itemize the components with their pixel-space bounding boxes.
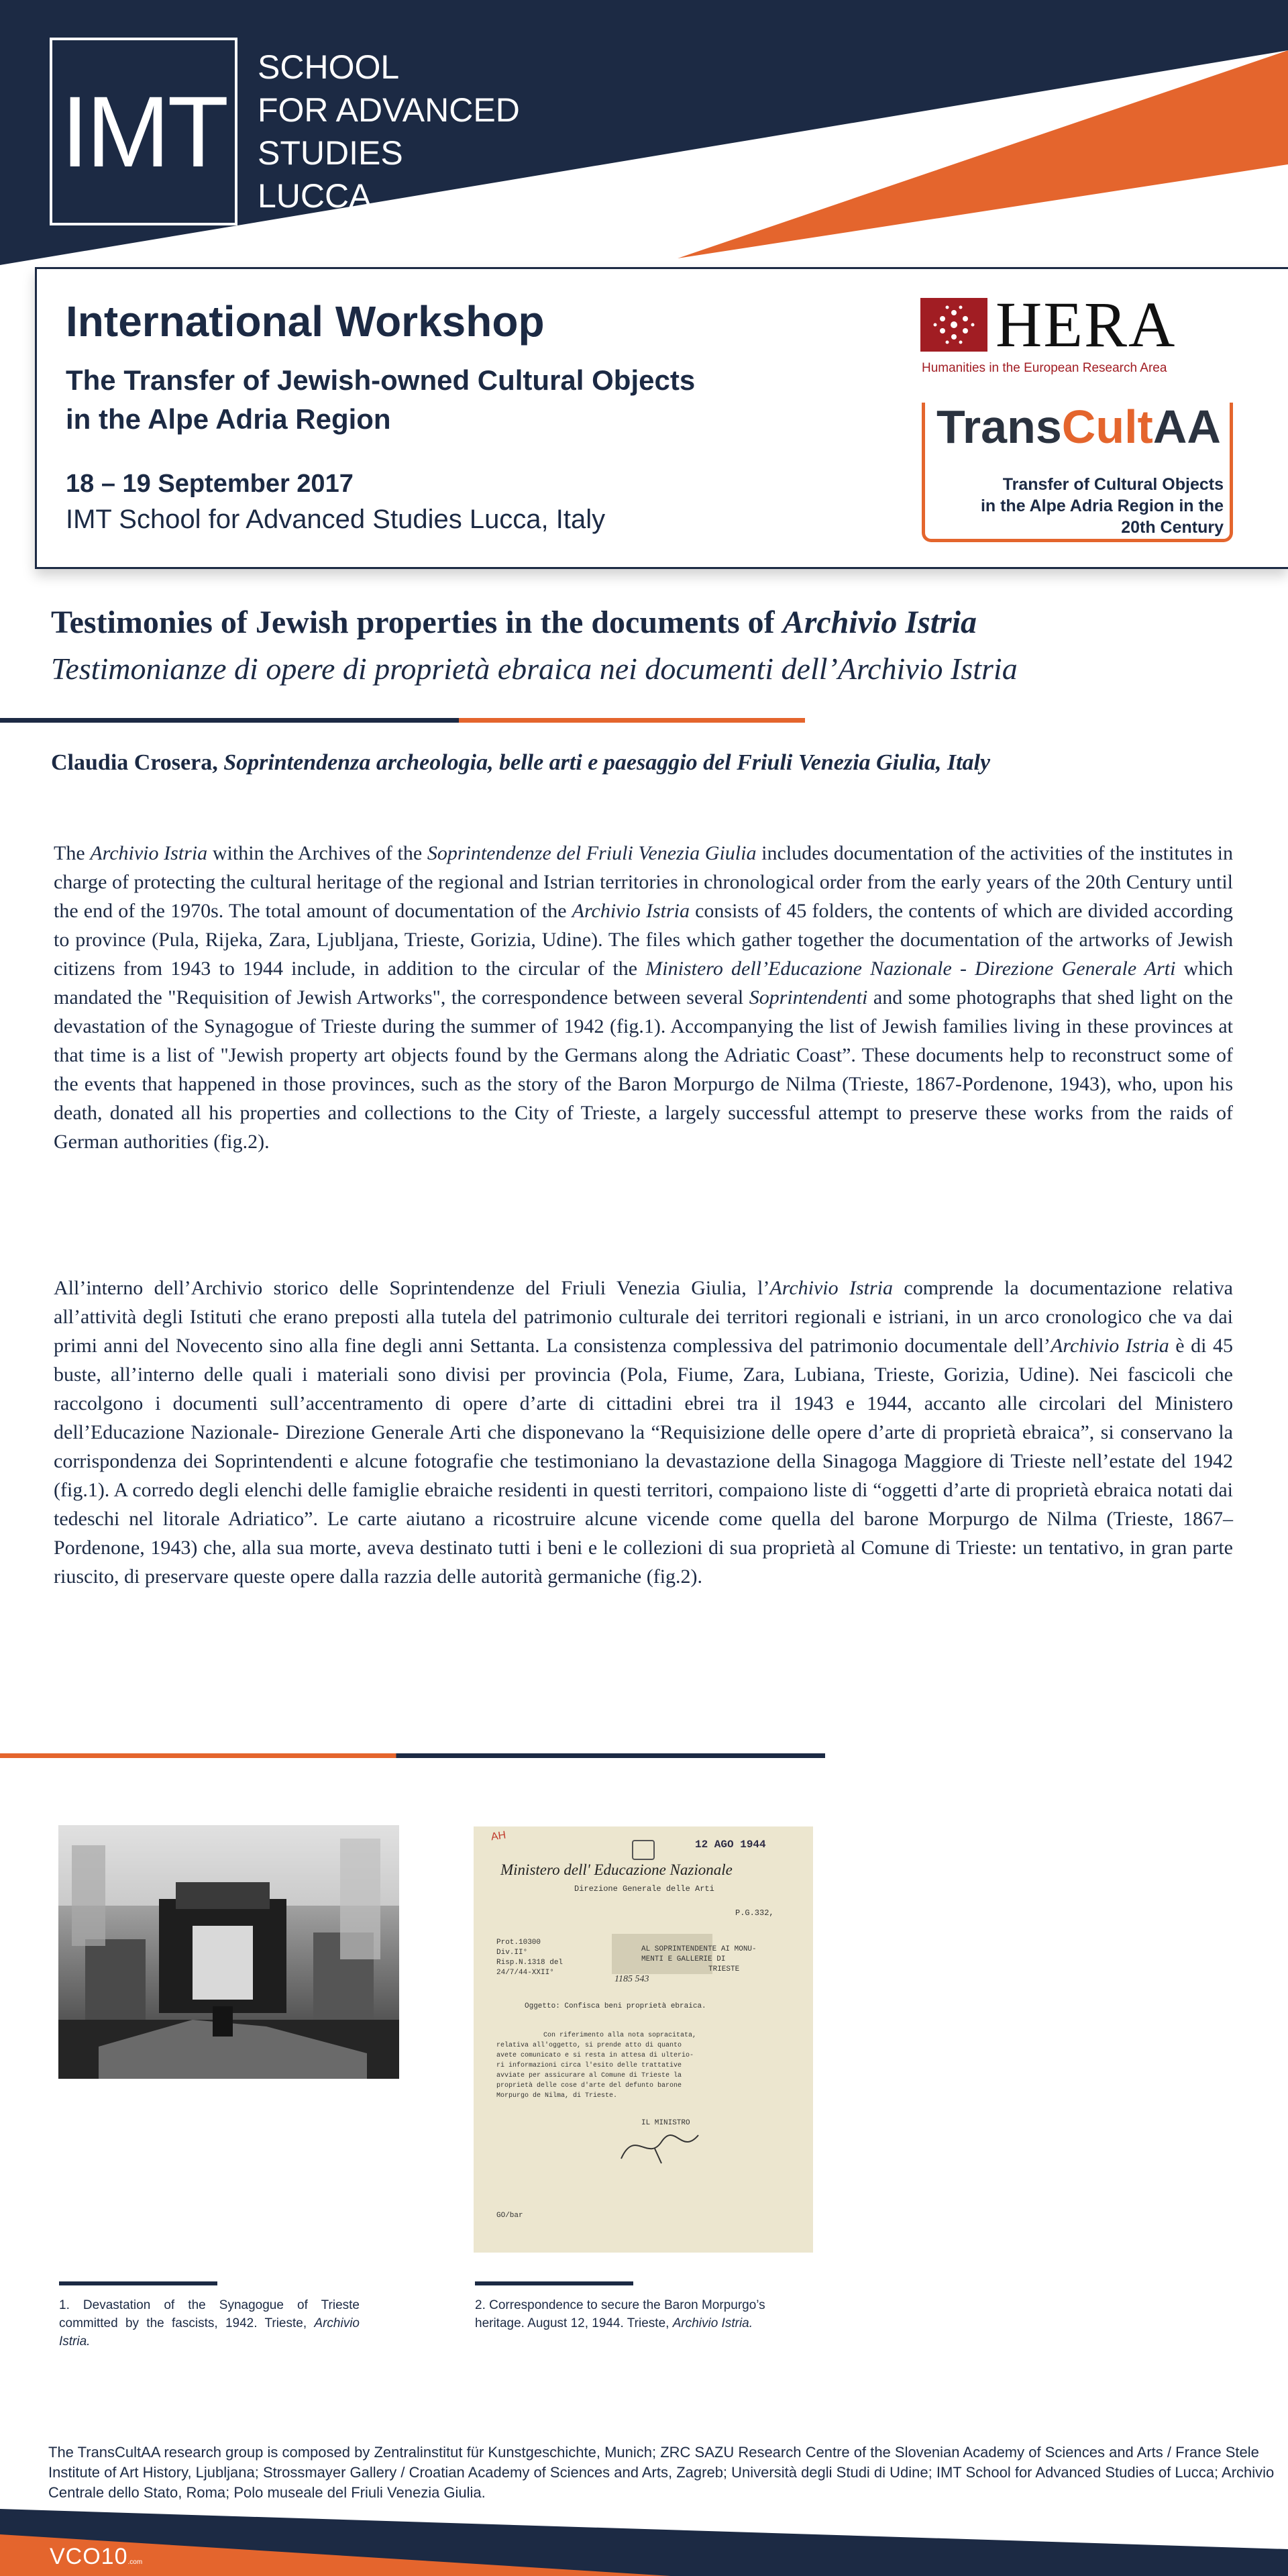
- doc-ref-right: P.G.332,: [735, 1908, 774, 1918]
- figure-1-caption-run: Archivio Istria.: [59, 2316, 360, 2349]
- imt-logo: [50, 38, 237, 225]
- doc-ministry: Ministero dell' Educazione Nazionale: [500, 1861, 733, 1878]
- author-affiliation: Soprintendenza archeologia, belle arti e paesaggio del Friuli Venezia Giulia, Italy: [223, 750, 991, 775]
- footer-band: [0, 2509, 1288, 2576]
- vco10-logo-word: VCO10: [50, 2544, 128, 2569]
- doc-body-line: avviate per assicurare al Comune di Trieste la: [496, 2072, 682, 2079]
- paragraph-italian: [54, 1274, 1233, 1591]
- doc-subject: Oggetto: Confisca beni proprietà ebraica.: [525, 2002, 706, 2010]
- hera-tagline: Humanities in the European Research Area: [922, 361, 1167, 375]
- doc-body-line: Con riferimento alla nota sopracitata,: [543, 2032, 697, 2039]
- doc-protocol-line: Div.II°: [496, 1949, 528, 1957]
- school-name: [258, 46, 633, 217]
- imt-logo-mark: IMT: [60, 75, 227, 188]
- doc-body-line: relativa all'oggetto, si prende atto di quanto: [496, 2042, 682, 2049]
- doc-signature-label: IL MINISTRO: [641, 2119, 690, 2127]
- paragraph-italian-run: è di 45 buste, all’interno delle quali i materiali sono divisi per provincia (Pola, Fiume, Zara, Lubiana, Trieste, Gorizia, Udine). Nei fascicoli che raccolgono i documenti sull’accentramento di opere d’arte di cittadini ebrei tra il 1943 e 1944, accanto alle circolari del Ministero dell’Educazione Nazionale- Direzione Generale Arti che disponevano la “Requisizione delle opere d’arte di proprietà ebraica”, si conservano la corrispondenza dei Soprintendenti e alcune fotografie che testimoniano la devastazione della Sinagoga Maggiore di Trieste nell’estate del 1942 (fig.1). A corredo degli elenchi delle famiglie ebraiche residenti in questi territori, compaiono liste di “oggetti d’arte di proprietà ebraica notati dai tedeschi nel litorale Adriatico”. Le carte aiutano a ricostruire alcune vicende come quella del barone Morpurgo de Nilma (Trieste, 1867–Pordenone, 1943) che, alla sua morte, aveva destinato tutti i beni e le collezioni di sua proprietà al Comune di Trieste: un tentativo, in gran parte riuscito, di preservare queste opere dalla razzia delle autorità germaniche (fig.2).: [54, 1335, 1233, 1588]
- doc-addressee-line: TRIESTE: [708, 1965, 740, 1973]
- figures-divider: [0, 1753, 825, 1758]
- doc-addressee-line: MENTI E GALLERIE DI: [641, 1955, 726, 1963]
- vco10-logo: [50, 2544, 142, 2570]
- paragraph-english-run: which mandated the "Requisition of Jewish Artworks", the correspondence between several: [54, 958, 1233, 1009]
- figure-2-caption-run: 2. Correspondence to secure the Baron Morpurgo’s heritage. August 12, 1944. Trieste,: [475, 2298, 765, 2330]
- doc-addressee-line: AL SOPRINTENDENTE AI MONU-: [641, 1945, 757, 1953]
- paragraph-italian-run: Archivio Istria: [1051, 1335, 1169, 1357]
- doc-protocol-line: Risp.N.1318 del: [496, 1959, 564, 1967]
- workshop-subtitle: [66, 361, 737, 439]
- paragraph-english-run: Soprintendenze del Friuli Venezia Giulia: [427, 842, 757, 864]
- transcultaa-tagline-line: 20th Century: [1121, 518, 1224, 537]
- paragraph-english-run: consists of 45 folders, the contents of which are divided according to province (Pula, Rijeka, Zara, Ljubljana, Trieste, Gorizia, Udine). The files which gather together the documentation of the artworks of Jewish citizens from 1943 to 1944 include, in addition to the circular of the: [54, 900, 1233, 980]
- transcultaa-wordmark: [936, 400, 1221, 454]
- doc-protocol-line: 24/7/44-XXII°: [496, 1969, 554, 1977]
- workshop-subtitle-line: The Transfer of Jewish-owned Cultural Objects: [66, 364, 696, 396]
- doc-body-line: proprietà delle cose d'arte del defunto barone: [496, 2082, 682, 2090]
- workshop-subtitle-line: in the Alpe Adria Region: [66, 403, 391, 435]
- doc-handwritten-numbers: 1185 543: [614, 1974, 649, 1984]
- paragraph-italian-run: Archivio Istria: [769, 1277, 894, 1299]
- transcultaa-wordmark-a: Trans: [936, 401, 1062, 453]
- doc-body-line: avete comunicato e si resta in attesa di ulterio-: [496, 2052, 694, 2059]
- transcultaa-tagline: [931, 474, 1224, 538]
- workshop-date: 18 – 19 September 2017: [66, 470, 354, 498]
- research-group-note: The TransCultAA research group is composed by Zentralinstitut für Kunstgeschichte, Munich; ZRC SAZU Research Centre of the Slovenian Academy of Sciences and Arts / France Stele Institute of Art History, Ljubljana; Strossmayer Gallery / Croatian Academy of Sciences and Arts, Zagreb; Università degli Studi di Udine; IMT School for Advanced Studies of Lucca; Archivio Centrale dello Stato, Roma; Polo museale del Friuli Venezia Giulia.: [48, 2444, 1275, 2501]
- workshop-title: International Workshop: [66, 297, 545, 346]
- title-divider: [0, 718, 805, 723]
- doc-stamp-date: 12 AGO 1944: [695, 1839, 766, 1851]
- transcultaa-tagline-line: Transfer of Cultural Objects: [1002, 475, 1224, 494]
- paragraph-italian-run: comprende la documentazione relativa all’attività degli Istituti che erano preposti alla tutela del patrimonio culturale dei territori regionali e istriani, in un arco cronologico che va dai primi anni del Novecento sino alla fine degli anni Settanta. La consistenza complessiva del patrimonio documentale dell’: [54, 1277, 1233, 1357]
- paragraph-english: [54, 839, 1233, 1156]
- author-name: Claudia Crosera,: [51, 750, 218, 775]
- figure-2-caption: [475, 2296, 790, 2332]
- hera-emblem-icon: [920, 298, 987, 352]
- workshop-venue: IMT School for Advanced Studies Lucca, Italy: [66, 505, 606, 534]
- article-title-en: [51, 604, 977, 641]
- transcultaa-wordmark-c: AA: [1152, 401, 1221, 453]
- figure-2-caption-run: Archivio Istria.: [672, 2316, 753, 2330]
- doc-body-line: ri informazioni circa l'esito delle trattative: [496, 2062, 682, 2069]
- paragraph-english-run: includes documentation of the activities of the institutes in charge of protecting the cultural heritage of the regional and Istrian territories in chronological order from the early years of the 20th Century until the end of the 1970s. The total amount of documentation of the: [54, 842, 1234, 922]
- author-line: [51, 750, 990, 776]
- article-title-en-archive: Archivio Istria: [782, 605, 977, 640]
- school-name-line: STUDIES: [258, 134, 403, 172]
- handwritten-signature-icon: [614, 2122, 708, 2169]
- figure-2-document: [474, 1826, 813, 2253]
- hera-wordmark: HERA: [996, 289, 1177, 360]
- paragraph-italian-run: All’interno dell’Archivio storico delle Soprintendenze del Friuli Venezia Giulia, l’: [54, 1277, 770, 1299]
- paragraph-english-run: Archivio Istria: [90, 842, 208, 864]
- school-name-line: SCHOOL: [258, 48, 400, 86]
- vco10-logo-sub: .com: [127, 2559, 143, 2566]
- figure-1-caption-bar: [59, 2281, 217, 2285]
- paragraph-english-run: The: [54, 842, 91, 864]
- school-name-line: FOR ADVANCED: [258, 91, 520, 129]
- paragraph-english-run: Soprintendenti: [749, 986, 868, 1009]
- figure-1-photo: [58, 1825, 399, 2079]
- doc-stamp-corner: AH: [490, 1829, 507, 1843]
- paragraph-english-run: Ministero dell’Educazione Nazionale - Direzione Generale Arti: [645, 958, 1176, 980]
- doc-addressee: [641, 1945, 757, 1975]
- doc-protocol: [496, 1938, 563, 1978]
- figure-1-caption-run: 1. Devastation of the Synagogue of Trieste committed by the fascists, 1942. Trieste,: [59, 2298, 360, 2330]
- figure-2-caption-bar: [475, 2281, 633, 2285]
- doc-body: [496, 2030, 805, 2101]
- paragraph-english-run: within the Archives of the: [207, 842, 427, 864]
- doc-initials: GO/bar: [496, 2212, 523, 2220]
- doc-department: Direzione Generale delle Arti: [574, 1884, 714, 1894]
- paragraph-english-run: and some photographs that shed light on the devastation of the Synagogue of Trieste during the summer of 1942 (fig.1). Accompanying the list of Jewish families living in these provinces at that time is a list of "Jewish property art objects found by the Germans along the Adriatic Coast”. These documents help to reconstruct some of the events that happened in those provinces, such as the story of the Baron Morpurgo de Nilma (Trieste, 1867-Pordenone, 1943), who, upon his death, donated all his properties and collections to the City of Trieste, a largely successful attempt to preserve these works from the raids of German authorities (fig.2).: [54, 986, 1233, 1153]
- article-title-it: Testimonianze di opere di proprietà ebraica nei documenti dell’Archivio Istria: [51, 652, 1018, 686]
- transcultaa-tagline-line: in the Alpe Adria Region in the: [980, 497, 1224, 515]
- doc-body-line: Morpurgo de Nilma, di Trieste.: [496, 2092, 618, 2100]
- figure-1-caption: [59, 2296, 360, 2351]
- doc-protocol-line: Prot.10300: [496, 1939, 541, 1947]
- crest-icon: [632, 1840, 655, 1860]
- article-title-en-main: Testimonies of Jewish properties in the documents of: [51, 605, 783, 640]
- paragraph-english-run: Archivio Istria: [572, 900, 690, 922]
- transcultaa-wordmark-b: Cult: [1061, 401, 1153, 453]
- school-name-line: LUCCA: [258, 177, 372, 215]
